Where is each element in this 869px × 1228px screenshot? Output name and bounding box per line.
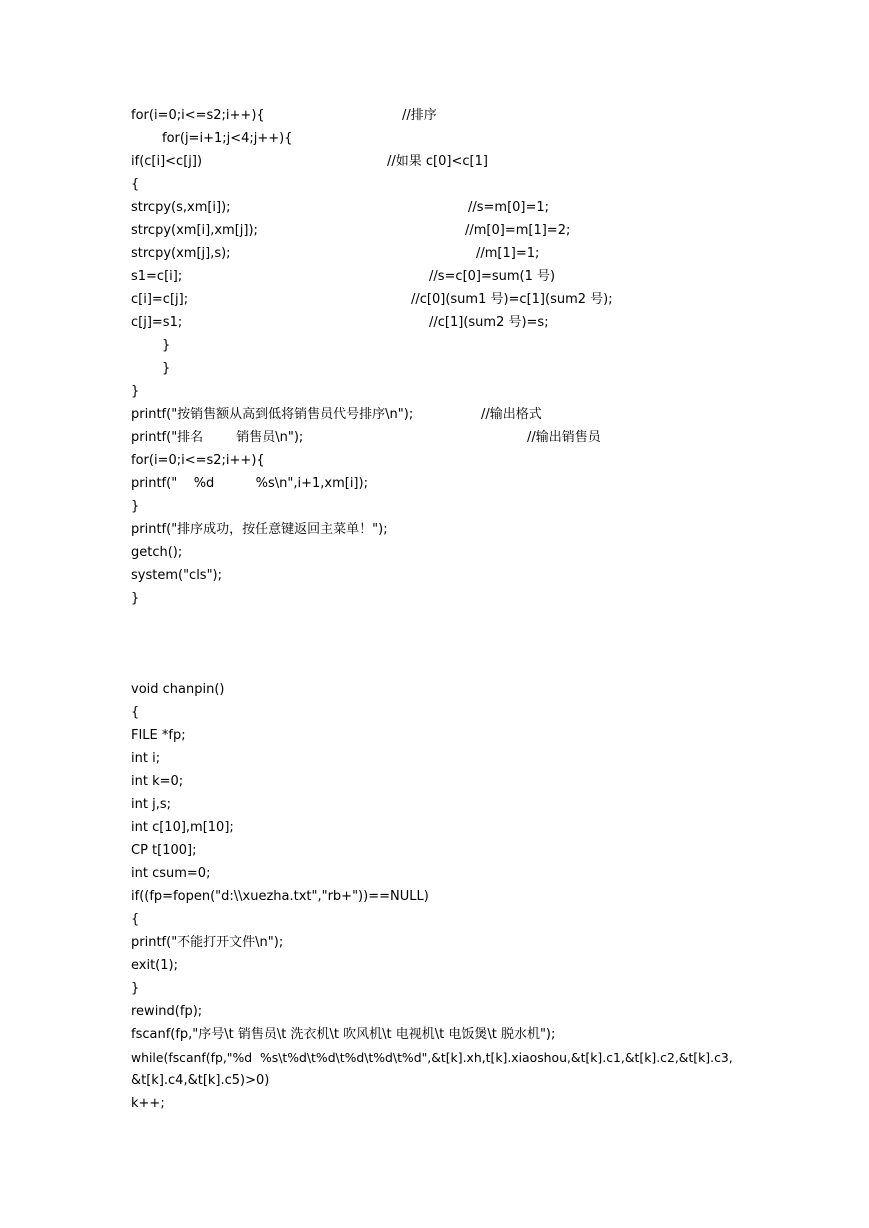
code-line: printf(" %d %s\n",i+1,xm[i]); xyxy=(131,476,368,491)
code-line: c[j]=s1; xyxy=(131,315,183,330)
code-line: printf("排序成功，按任意键返回主菜单！"); xyxy=(131,522,388,537)
code-comment: //s=c[0]=sum(1 号) xyxy=(429,269,556,284)
code-line: system("cls"); xyxy=(131,568,223,583)
code-comment: //c[1](sum2 号)=s; xyxy=(429,315,549,330)
code-line: int j,s; xyxy=(131,797,171,812)
code-line: if((fp=fopen("d:\\xuezha.txt","rb+"))==NULL) xyxy=(131,889,429,904)
code-line: } xyxy=(162,361,171,376)
code-line: { xyxy=(131,177,140,192)
code-line: int csum=0; xyxy=(131,866,211,881)
code-line: } xyxy=(131,499,140,514)
code-line: fscanf(fp,"序号\t 销售员\t 洗衣机\t 吹风机\t 电视机\t 电饭煲\t 脱水机"); xyxy=(131,1027,556,1042)
code-line: strcpy(xm[j],s); xyxy=(131,246,231,261)
code-comment: //如果 c[0]<c[1] xyxy=(387,154,488,169)
code-line: int c[10],m[10]; xyxy=(131,820,234,835)
code-line: getch(); xyxy=(131,545,183,560)
code-line: void chanpin() xyxy=(131,682,225,697)
code-line: int k=0; xyxy=(131,774,184,789)
code-line: &t[k].c4,&t[k].c5)>0) xyxy=(131,1073,270,1088)
code-line: s1=c[i]; xyxy=(131,269,183,284)
code-line: exit(1); xyxy=(131,958,178,973)
code-line: rewind(fp); xyxy=(131,1004,203,1019)
code-comment: //输出格式 xyxy=(481,407,542,422)
code-line: for(j=i+1;j<4;j++){ xyxy=(162,131,293,146)
code-line: } xyxy=(131,591,140,606)
code-comment: //s=m[0]=1; xyxy=(468,200,550,215)
code-line: } xyxy=(131,981,140,996)
code-line: } xyxy=(162,338,171,353)
code-comment: //m[1]=1; xyxy=(476,246,540,261)
code-line: int i; xyxy=(131,751,161,766)
code-line: printf("不能打开文件\n"); xyxy=(131,935,284,950)
code-line: printf("排名 销售员\n"); xyxy=(131,430,304,445)
code-line: while(fscanf(fp,"%d %s\t%d\t%d\t%d\t%d\t%d",&t[k].xh,t[k].xiaoshou,&t[k].c1,&t[k].c2,&t[k].c3, xyxy=(131,1050,733,1065)
code-line: k++; xyxy=(131,1096,165,1111)
code-line: strcpy(xm[i],xm[j]); xyxy=(131,223,258,238)
code-line: for(i=0;i<=s2;i++){ xyxy=(131,108,265,123)
code-comment: //输出销售员 xyxy=(527,430,601,445)
code-line: if(c[i]<c[j]) xyxy=(131,154,203,169)
code-line: CP t[100]; xyxy=(131,843,197,858)
code-comment: //c[0](sum1 号)=c[1](sum2 号); xyxy=(411,292,613,307)
code-line: } xyxy=(131,384,140,399)
code-line: c[i]=c[j]; xyxy=(131,292,189,307)
code-comment: //m[0]=m[1]=2; xyxy=(465,223,571,238)
code-line: for(i=0;i<=s2;i++){ xyxy=(131,453,265,468)
code-comment: //排序 xyxy=(402,108,437,123)
code-line: { xyxy=(131,705,140,720)
code-line: printf("按销售额从高到低将销售员代号排序\n"); xyxy=(131,407,414,422)
code-line: strcpy(s,xm[i]); xyxy=(131,200,231,215)
code-line: { xyxy=(131,912,140,927)
code-line: FILE *fp; xyxy=(131,728,186,743)
